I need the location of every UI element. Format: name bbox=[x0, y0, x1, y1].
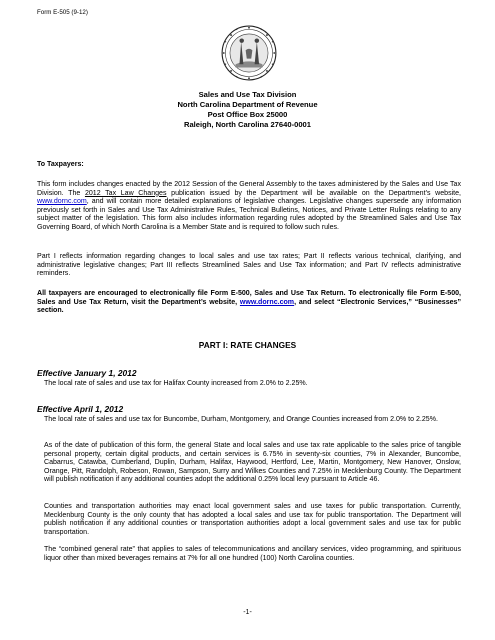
effective-jan-heading: Effective January 1, 2012 bbox=[37, 368, 137, 378]
page-number: -1- bbox=[243, 609, 252, 616]
effective-apr-heading: Effective April 1, 2012 bbox=[37, 404, 124, 414]
form-number: Form E-505 (9-12) bbox=[37, 9, 88, 16]
effective-jan-text: The local rate of sales and use tax for Halifax County increased from 2.0% to 2.25%. bbox=[44, 380, 308, 387]
city-address: Raleigh, North Carolina 27640-0001 bbox=[183, 120, 312, 129]
intro-text-b: publication issued by the Department will be available on the Department’s website, bbox=[166, 189, 462, 197]
post-office-box: Post Office Box 25000 bbox=[207, 110, 288, 119]
intro-text-c: , and will contain more detailed explanations of legislative changes. Legislative changes supersede any information previously set forth in Sales and Use Tax Administrative Rules, Technical Bulletins, Notices, and Private Letter Rulings relating to any subject matter of the legislation. This form also includes information regarding rules adopted by the Streamlined Sales and Use Tax Governing Board, of which North Carolina is a Member State and is required to follow such rules. bbox=[37, 198, 461, 231]
part-one-title: PART I: RATE CHANGES bbox=[198, 340, 297, 350]
department-name: North Carolina Department of Revenue bbox=[177, 100, 318, 109]
efile-paragraph bbox=[37, 290, 461, 316]
efile-text-a: All taxpayers are encouraged to electronically file Form E-500, Sales and Use Tax Return. To electronically file Form E-500, Sales and Use Tax Return, visit the Department’s website, bbox=[37, 290, 461, 306]
intro-text-a: This form includes changes enacted by the 2012 Session of the General Assembly to the taxes administered by the Sales and Use Tax Division. The bbox=[37, 181, 461, 197]
efile-text-b: , and select “Electronic Services,” “Businesses” section. bbox=[37, 298, 461, 315]
effective-apr-paragraph-4: The “combined general rate” that applies to sales of telecommunications and ancillary services, video programming, and spirituous liquor other than mixed beverages remains at 7% for all one hundred (100) North Carolina counties. bbox=[44, 546, 461, 562]
division-name: Sales and Use Tax Division bbox=[198, 90, 297, 99]
dornc-website-link[interactable]: www.dornc.com bbox=[37, 198, 87, 206]
effective-apr-paragraph-2: As of the date of publication of this form, the general State and local sales and use tax rate applicable to the sales price of tangible personal property, certain digital products, and certain services is 6.75% in seventy-six counties, 7% in Alexander, Buncombe, Cabarrus, Catawba, Cumberland, Duplin, Durham, Halifax, Haywood, Hertford, Lee, Martin, Montgomery, New Hanover, Onslow, Orange, Pitt, Randolph, Robeson, Rowan, Sampson, Surry and Wilkes Counties and 7.25% in Mecklenburg County. The Department will publish notification if any additional counties adopt the additional 0.25% local levy pursuant to Article 46. bbox=[44, 442, 461, 484]
salutation: To Taxpayers: bbox=[37, 161, 84, 168]
intro-paragraph-1 bbox=[37, 181, 461, 233]
nc-state-seal-icon bbox=[221, 25, 277, 81]
dornc-efile-link[interactable]: www.dornc.com bbox=[239, 298, 295, 306]
effective-apr-paragraph-1: The local rate of sales and use tax for Buncombe, Durham, Montgomery, and Orange Counties increased from 2.0% to 2.25%. bbox=[44, 416, 438, 423]
effective-apr-paragraph-3: Counties and transportation authorities may enact local government sales and use taxes for public transportation. Currently, Mecklenburg County is the only county that has adopted a local sales and use tax for public transportation. The Department will publish notification if any additional counties or transportation authorities adopt a local government sales and use tax for public transportation. bbox=[44, 503, 461, 536]
intro-paragraph-2: Part I reflects information regarding changes to local sales and use tax rates; Part II reflects various technical, clarifying, and administrative legislative changes; Part III reflects Streamlined Sales and Use Tax information; and Part IV reflects administrative reminders. bbox=[37, 253, 461, 278]
tax-law-changes-link[interactable]: 2012 Tax Law Changes bbox=[84, 189, 167, 197]
